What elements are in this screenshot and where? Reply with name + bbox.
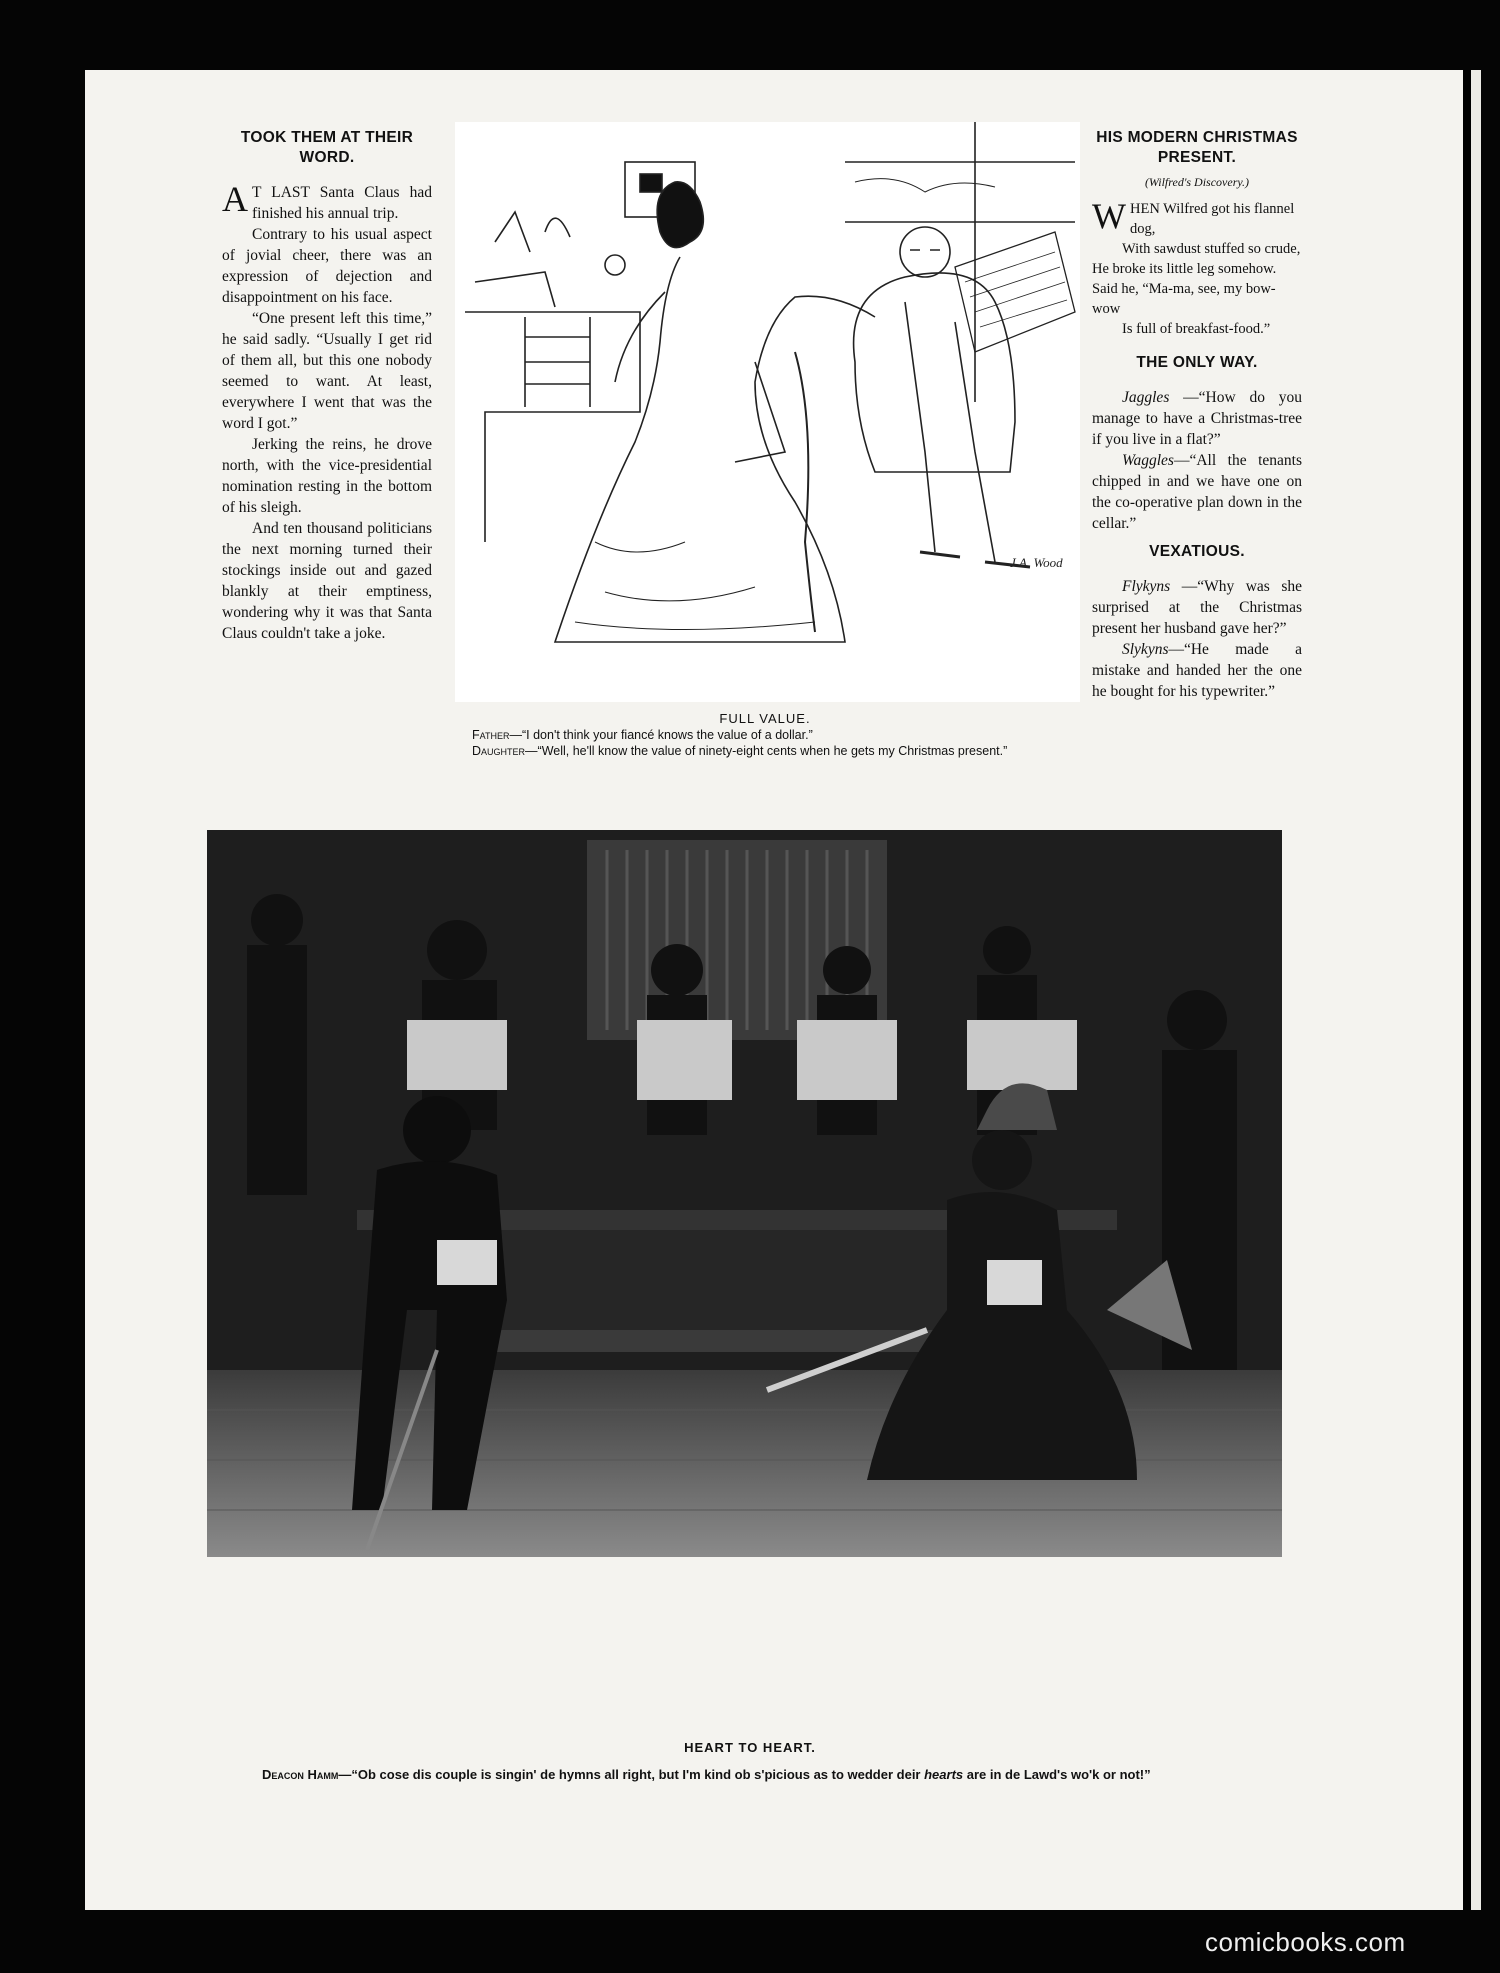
poem-line: Said he, “Ma-ma, see, my bow-wow (1092, 281, 1276, 317)
joke-line: Waggles—“All the tenants chipped in and we have one on the co-operative plan down in the cellar.” (1092, 452, 1302, 532)
joke-line: Slykyns—“He made a mistake and handed her the one he bought for his typewriter.” (1092, 641, 1302, 700)
caption-line-daughter: Daughter—“Well, he'll know the value of ninety-eight cents when he gets my Christmas present.” (472, 744, 1008, 758)
joke-line: Flykyns —“Why was she surprised at the Christmas present her husband gave her?” (1092, 578, 1302, 637)
poem-line: He broke its little leg somehow. (1092, 261, 1277, 277)
right-column (1092, 128, 1302, 702)
illustration-title: HEART TO HEART. (684, 1740, 816, 1755)
caption-line-father: Father—“I don't think your fiancé knows the value of a dollar.” (472, 728, 813, 742)
poem-title: HIS MODERN CHRISTMAS PRESENT. (1096, 129, 1298, 166)
article-paragraph: And ten thousand politicians the next morning turned their stockings inside out and gazed blankly at their emptiness, wondering why it was that Santa Claus couldn't take a joke. (222, 520, 432, 642)
poem-subtitle: (Wilfred's Discovery.) (1144, 175, 1250, 189)
joke-line: Jaggles —“How do you manage to have a Christmas-tree if you live in a flat?” (1092, 389, 1302, 448)
cartoon-title: FULL VALUE. (719, 711, 811, 726)
article-paragraph: A T LAST Santa Claus had finished his annual trip. (222, 179, 432, 222)
article-paragraph: Jerking the reins, he drove north, with the vice-presidential nomination resting in the bottom of his sleigh. (222, 436, 432, 516)
church-choir-scene (207, 830, 1282, 1557)
joke-title: VEXATIOUS. (1149, 543, 1245, 560)
cartoon-drawing (455, 122, 1080, 702)
article-title: TOOK THEM AT THEIR WORD. (240, 129, 414, 166)
facing-page-edge (1471, 70, 1481, 1910)
article-paragraph: “One present left this time,” he said sadly. “Usually I get rid of them all, but this one nobody seemed to want. At least, everywhere I went that was the word I got.” (222, 310, 432, 432)
joke-title: THE ONLY WAY. (1136, 354, 1258, 371)
poem (1092, 196, 1302, 339)
site-watermark: comicbooks.com (1205, 1927, 1406, 1957)
poem-line: With sawdust stuffed so crude, (1122, 241, 1301, 257)
cartoon-caption (440, 727, 1085, 759)
article-paragraph: Contrary to his usual aspect of jovial cheer, there was an expression of dejection and disappointment on his face. (222, 226, 432, 306)
illustration-caption: Deacon Hamm—“Ob cose dis couple is singin' de hymns all right, but I'm kind ob s'picious as to wedder deir hearts are in de Lawd's wo'k or not!” (262, 1767, 1151, 1782)
poem-line: Is full of breakfast-food.” (1122, 321, 1271, 337)
full-value-cartoon (455, 122, 1080, 702)
left-column (222, 128, 432, 644)
artist-signature: J.A. Wood (1010, 555, 1063, 570)
drop-cap: A (222, 179, 248, 219)
poem-line: WHEN Wilfred got his flannel dog, (1092, 196, 1295, 237)
page-gutter (1463, 70, 1471, 1910)
heart-to-heart-illustration (207, 830, 1282, 1557)
